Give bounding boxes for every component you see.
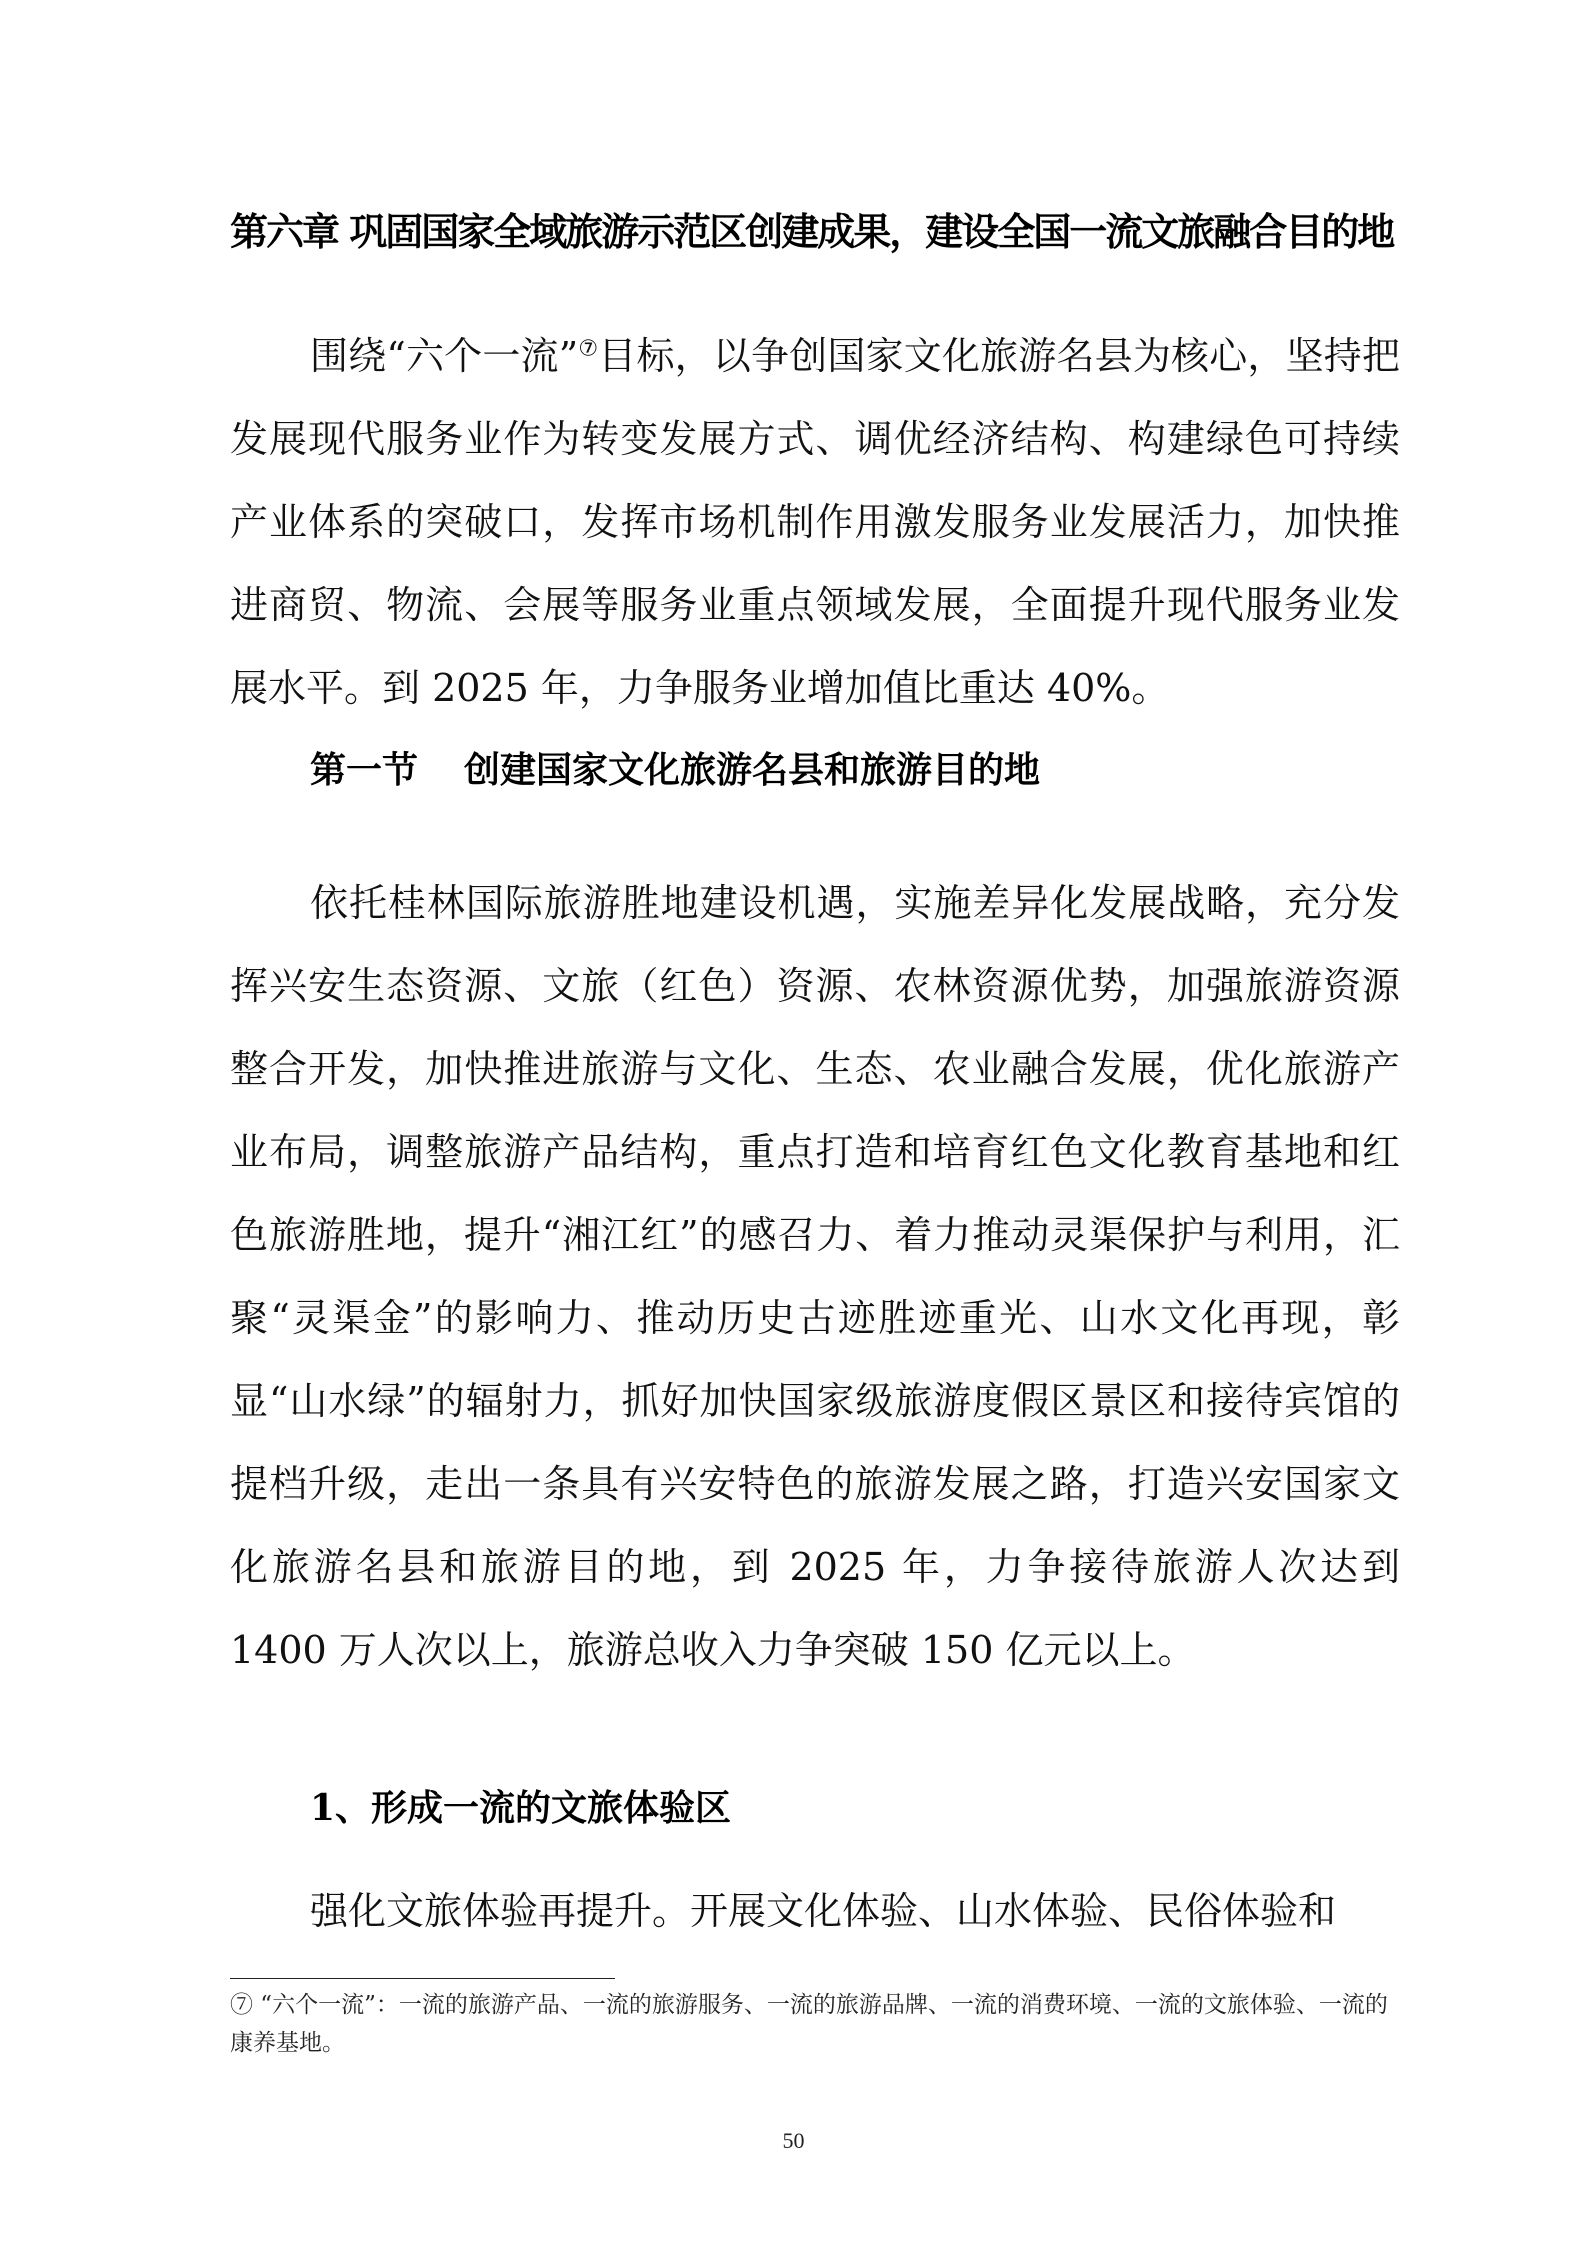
footnote-reference-marker[interactable]: ⑦ <box>578 336 599 362</box>
footnote-separator <box>230 1978 615 1979</box>
section-heading <box>310 742 1040 793</box>
section-body-paragraph: 依托桂林国际旅游胜地建设机遇，实施差异化发展战略，充分发挥兴安生态资源、文旅（红色）资源、农林资源优势，加强旅游资源整合开发，加快推进旅游与文化、生态、农业融合发展，优化旅游产业布局，调整旅游产品结构，重点打造和培育红色文化教育基地和红色旅游胜地，提升“湘江红”的感召力、着力推动灵渠保护与利用，汇聚“灵渠金”的影响力、推动历史古迹胜迹重光、山水文化再现，彰显“山水绿”的辐射力，抓好加快国家级旅游度假区景区和接待宾馆的提档升级，走出一条具有兴安特色的旅游发展之路，打造兴安国家文化旅游名县和旅游目的地，到 2025 年，力争接待旅游人次达到 1400 万人次以上，旅游总收入力争突破 150 亿元以上。 <box>230 881 1400 1672</box>
footnote: ⑦ “六个一流”：一流的旅游产品、一流的旅游服务、一流的旅游品牌、一流的消费环境、一流的文旅体验、一流的康养基地。 <box>230 1992 1388 2056</box>
page-number: 50 <box>782 2128 805 2153</box>
section-title: 创建国家文化旅游名县和旅游目的地 <box>464 749 1041 791</box>
chapter-title: 第六章 巩固国家全域旅游示范区创建成果，建设全国一流文旅融合目的地 <box>230 210 1394 254</box>
subsection-heading: 1、形成一流的文旅体验区 <box>310 1787 732 1829</box>
intro-text-before-ref: 围绕“六个一流” <box>310 334 579 378</box>
section-number: 第一节 <box>310 749 419 791</box>
intro-paragraph <box>230 315 1400 730</box>
subsection-body-paragraph: 强化文旅体验再提升。开展文化体验、山水体验、民俗体验和 <box>310 1889 1337 1933</box>
intro-text-after-ref: 目标，以争创国家文化旅游名县为核心，坚持把发展现代服务业作为转变发展方式、调优经济结构、构建绿色可持续产业体系的突破口，发挥市场机制作用激发服务业发展活力，加快推进商贸、物流、会展等服务业重点领域发展，全面提升现代服务业发展水平。到 2025 年，力争服务业增加值比重达 40%。 <box>230 334 1400 710</box>
